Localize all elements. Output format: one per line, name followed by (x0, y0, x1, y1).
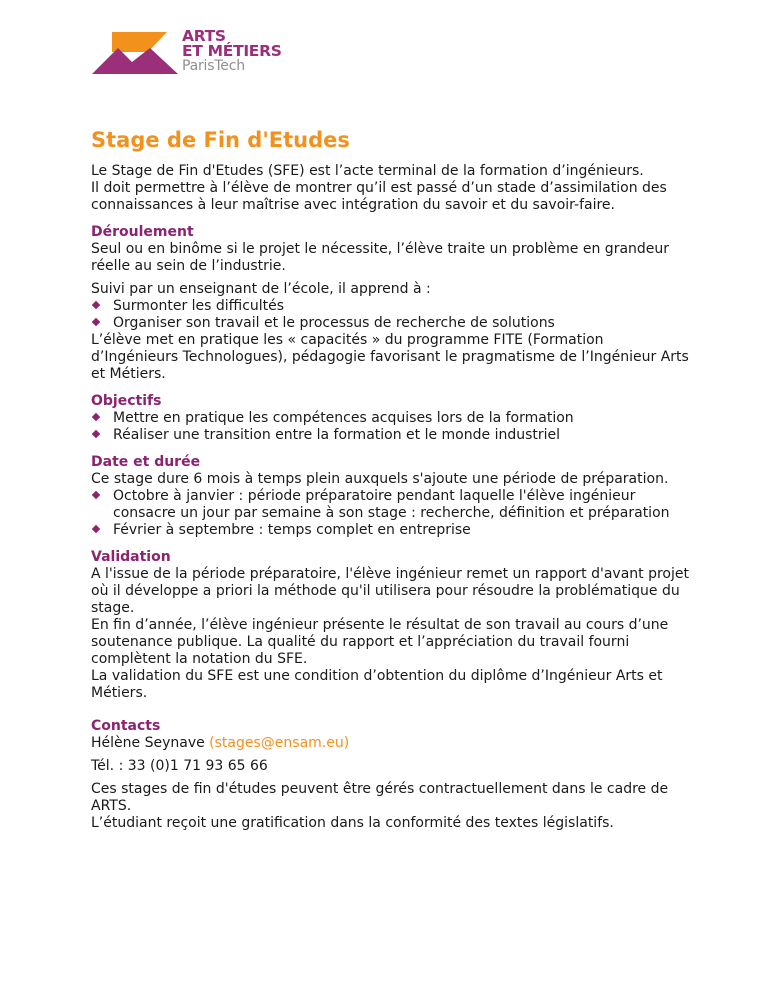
logo-line-arts: ARTS (182, 27, 226, 45)
list-item (91, 488, 691, 522)
intro-line-2: Il doit permettre à l’élève de montrer qu’il est passé d’un stade d’assimilation des connaissances à leur maîtrise avec intégration du savoir et du savoir-faire. (91, 180, 667, 213)
list-item (91, 522, 691, 539)
logo-line-et-metiers: ET MÉTIERS (182, 42, 282, 60)
validation-paragraph-3: La validation du SFE est une condition d’obtention du diplôme d’Ingénieur Arts et Métiers. (91, 668, 663, 701)
document-content (91, 127, 691, 832)
diamond-bullet-icon (92, 525, 100, 533)
list-item-text: Février à septembre : temps complet en entreprise (113, 522, 471, 538)
section-heading-objectifs: Objectifs (91, 393, 162, 409)
date-paragraph-1: Ce stage dure 6 mois à temps plein auxquels s'ajoute une période de préparation. (91, 471, 669, 487)
diamond-bullet-icon (92, 413, 100, 421)
deroulement-paragraph-2: Suivi par un enseignant de l’école, il apprend à : (91, 281, 431, 297)
date-list (91, 488, 691, 539)
deroulement-list (91, 298, 691, 332)
diamond-bullet-icon (92, 491, 100, 499)
section-heading-deroulement: Déroulement (91, 224, 194, 240)
contact-name: Hélène Seynave (91, 735, 205, 751)
validation-paragraph-2: En fin d’année, l’élève ingénieur présente le résultat de son travail au cours d’une soutenance publique. La qualité du rapport et l’appréciation du travail fourni complètent la notation du SFE. (91, 617, 669, 667)
list-item-text: Organiser son travail et le processus de recherche de solutions (113, 315, 555, 331)
contact-email-link[interactable]: (stages@ensam.eu) (209, 735, 350, 751)
contact-line (91, 735, 691, 752)
intro-line-1: Le Stage de Fin d'Etudes (SFE) est l’acte terminal de la formation d’ingénieurs. (91, 163, 644, 179)
contact-phone: Tél. : 33 (0)1 71 93 65 66 (91, 758, 268, 774)
deroulement-paragraph-1: Seul ou en binôme si le projet le nécessite, l’élève traite un problème en grandeur réelle au sein de l’industrie. (91, 241, 670, 274)
list-item (91, 298, 691, 315)
logo-wordmark (182, 29, 282, 74)
list-item (91, 410, 691, 427)
section-heading-validation: Validation (91, 549, 171, 565)
section-heading-contacts: Contacts (91, 718, 161, 734)
list-item (91, 315, 691, 332)
list-item-text: Réaliser une transition entre la formation et le monde industriel (113, 427, 561, 443)
list-item-text: Surmonter les difficultés (113, 298, 285, 314)
contacts-note-2: L’étudiant reçoit une gratification dans la conformité des textes législatifs. (91, 815, 614, 831)
logo-orange-shape (112, 32, 167, 52)
section-heading-date-et-duree: Date et durée (91, 454, 201, 470)
diamond-bullet-icon (92, 430, 100, 438)
logo-line-paristech: ParisTech (182, 58, 245, 74)
validation-paragraph-1: A l'issue de la période préparatoire, l'élève ingénieur remet un rapport d'avant projet où il développe a priori la méthode qu'il utilisera pour résoudre la problématique du stage. (91, 566, 689, 616)
deroulement-paragraph-3: L’élève met en pratique les « capacités » du programme FITE (Formation d’Ingénieurs Technologues), pédagogie favorisant le pragmatisme de l’Ingénieur Arts et Métiers. (91, 332, 689, 382)
diamond-bullet-icon (92, 301, 100, 309)
list-item-text: Mettre en pratique les compétences acquises lors de la formation (113, 410, 574, 426)
page-title: Stage de Fin d'Etudes (91, 128, 350, 152)
objectifs-list (91, 410, 691, 444)
list-item (91, 427, 691, 444)
contacts-note-1: Ces stages de fin d'études peuvent être gérés contractuellement dans le cadre de ARTS. (91, 781, 669, 814)
list-item-text: Octobre à janvier : période préparatoire pendant laquelle l'élève ingénieur consacre un jour par semaine à son stage : recherche, définition et préparation (113, 488, 670, 521)
diamond-bullet-icon (92, 318, 100, 326)
